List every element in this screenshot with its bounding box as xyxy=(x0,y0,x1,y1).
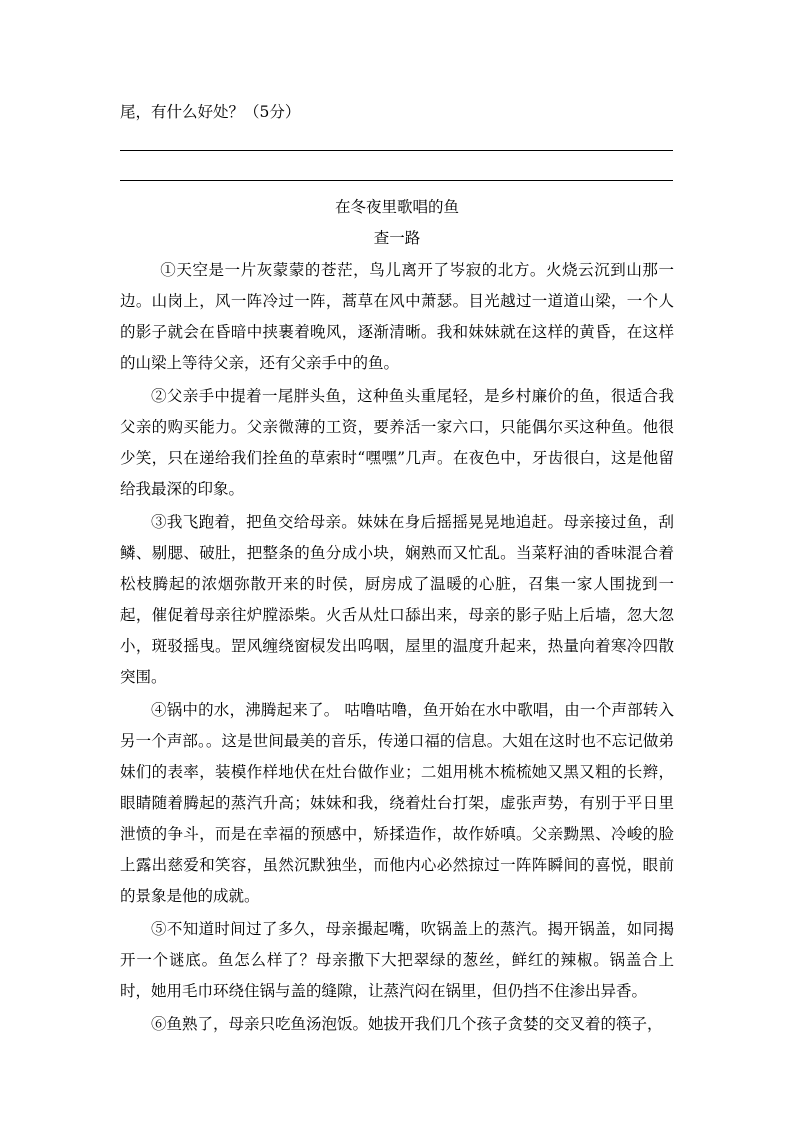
paragraph-4: ④锅中的水，沸腾起来了。 咕噜咕噜，鱼开始在水中歌唱，由一个声部转入另一个声部。。这是世间最美的音乐，传递口福的信息。大姐在这时也不忘记做弟妹们的表率，装模作样地伏在灶台做作业；二姐用桃木梳梳她又黑又粗的长辫，眼睛随着腾起的蒸汽升高；妹妹和我，绕着灶台打架，虚张声势，有别于平日里泄愤的争斗，而是在幸福的预感中，矫揉造作，故作娇嗔。父亲黝黑、冷峻的脸上露出慈爱和笑容，虽然沉默独坐，而他内心必然掠过一阵阵瞬间的喜悦，眼前的景象是他的成就。 xyxy=(120,701,674,905)
paragraph-6: ⑥鱼熟了，母亲只吃鱼汤泡饭。她拔开我们几个孩子贪婪的交叉着的筷子， xyxy=(151,1015,663,1033)
paragraph-3: ③我飞跑着，把鱼交给母亲。妹妹在身后摇摇晃晃地追赶。母亲接过鱼，刮鳞、剔腮、破肚，把整条的鱼分成小块，娴熟而又忙乱。当菜籽油的香味混合着松枝腾起的浓烟弥散开来的时侯，厨房成了温暖的心脏，召集一家人围拢到一起，催促着母亲往炉膛添柴。火舌从灶口舔出来，母亲的影子贴上后墙，忽大忽小，斑驳摇曳。罡风缠绕窗棂发出呜咽，屋里的温度升起来，热量向着寒冷四散突围。 xyxy=(120,513,674,686)
question-tail: 尾，有什么好处？（5分） xyxy=(120,103,301,121)
article-author: 查一路 xyxy=(373,229,421,247)
paragraph-5: ⑤不知道时间过了多久，母亲撮起嘴，吹锅盖上的蒸汽。揭开锅盖，如同揭开一个谜底。鱼怎么样了？母亲撒下大把翠绿的葱丝，鲜红的辣椒。锅盖合上时，她用毛巾环绕住锅与盖的缝隙，让蒸汽闷在锅里，但仍挡不住渗出异香。 xyxy=(120,920,674,1000)
paragraph-1: ①天空是一片灰蒙蒙的苍茫，鸟儿离开了岑寂的北方。火烧云沉到山那一边。山岗上，风一阵冷过一阵，蒿草在风中萧瑟。目光越过一道道山梁，一个人的影子就会在昏暗中挟裹着晚风，逐渐清晰。我和妹妹就在这样的黄昏，在这样的山梁上等待父亲，还有父亲手中的鱼。 xyxy=(120,261,674,372)
paragraph-2: ②父亲手中提着一尾胖头鱼，这种鱼头重尾轻，是乡村廉价的鱼，很适合我父亲的购买能力。父亲微薄的工资，要养活一家六口，只能偶尔买这种鱼。他很少笑，只在递给我们拴鱼的草索时“嘿嘿”几声。在夜色中，牙齿很白，这是他留给我最深的印象。 xyxy=(120,387,674,498)
article-title: 在冬夜里歌唱的鱼 xyxy=(334,198,459,216)
article-body xyxy=(120,255,674,1042)
answer-line-2 xyxy=(120,180,673,181)
answer-line-1 xyxy=(120,150,673,151)
